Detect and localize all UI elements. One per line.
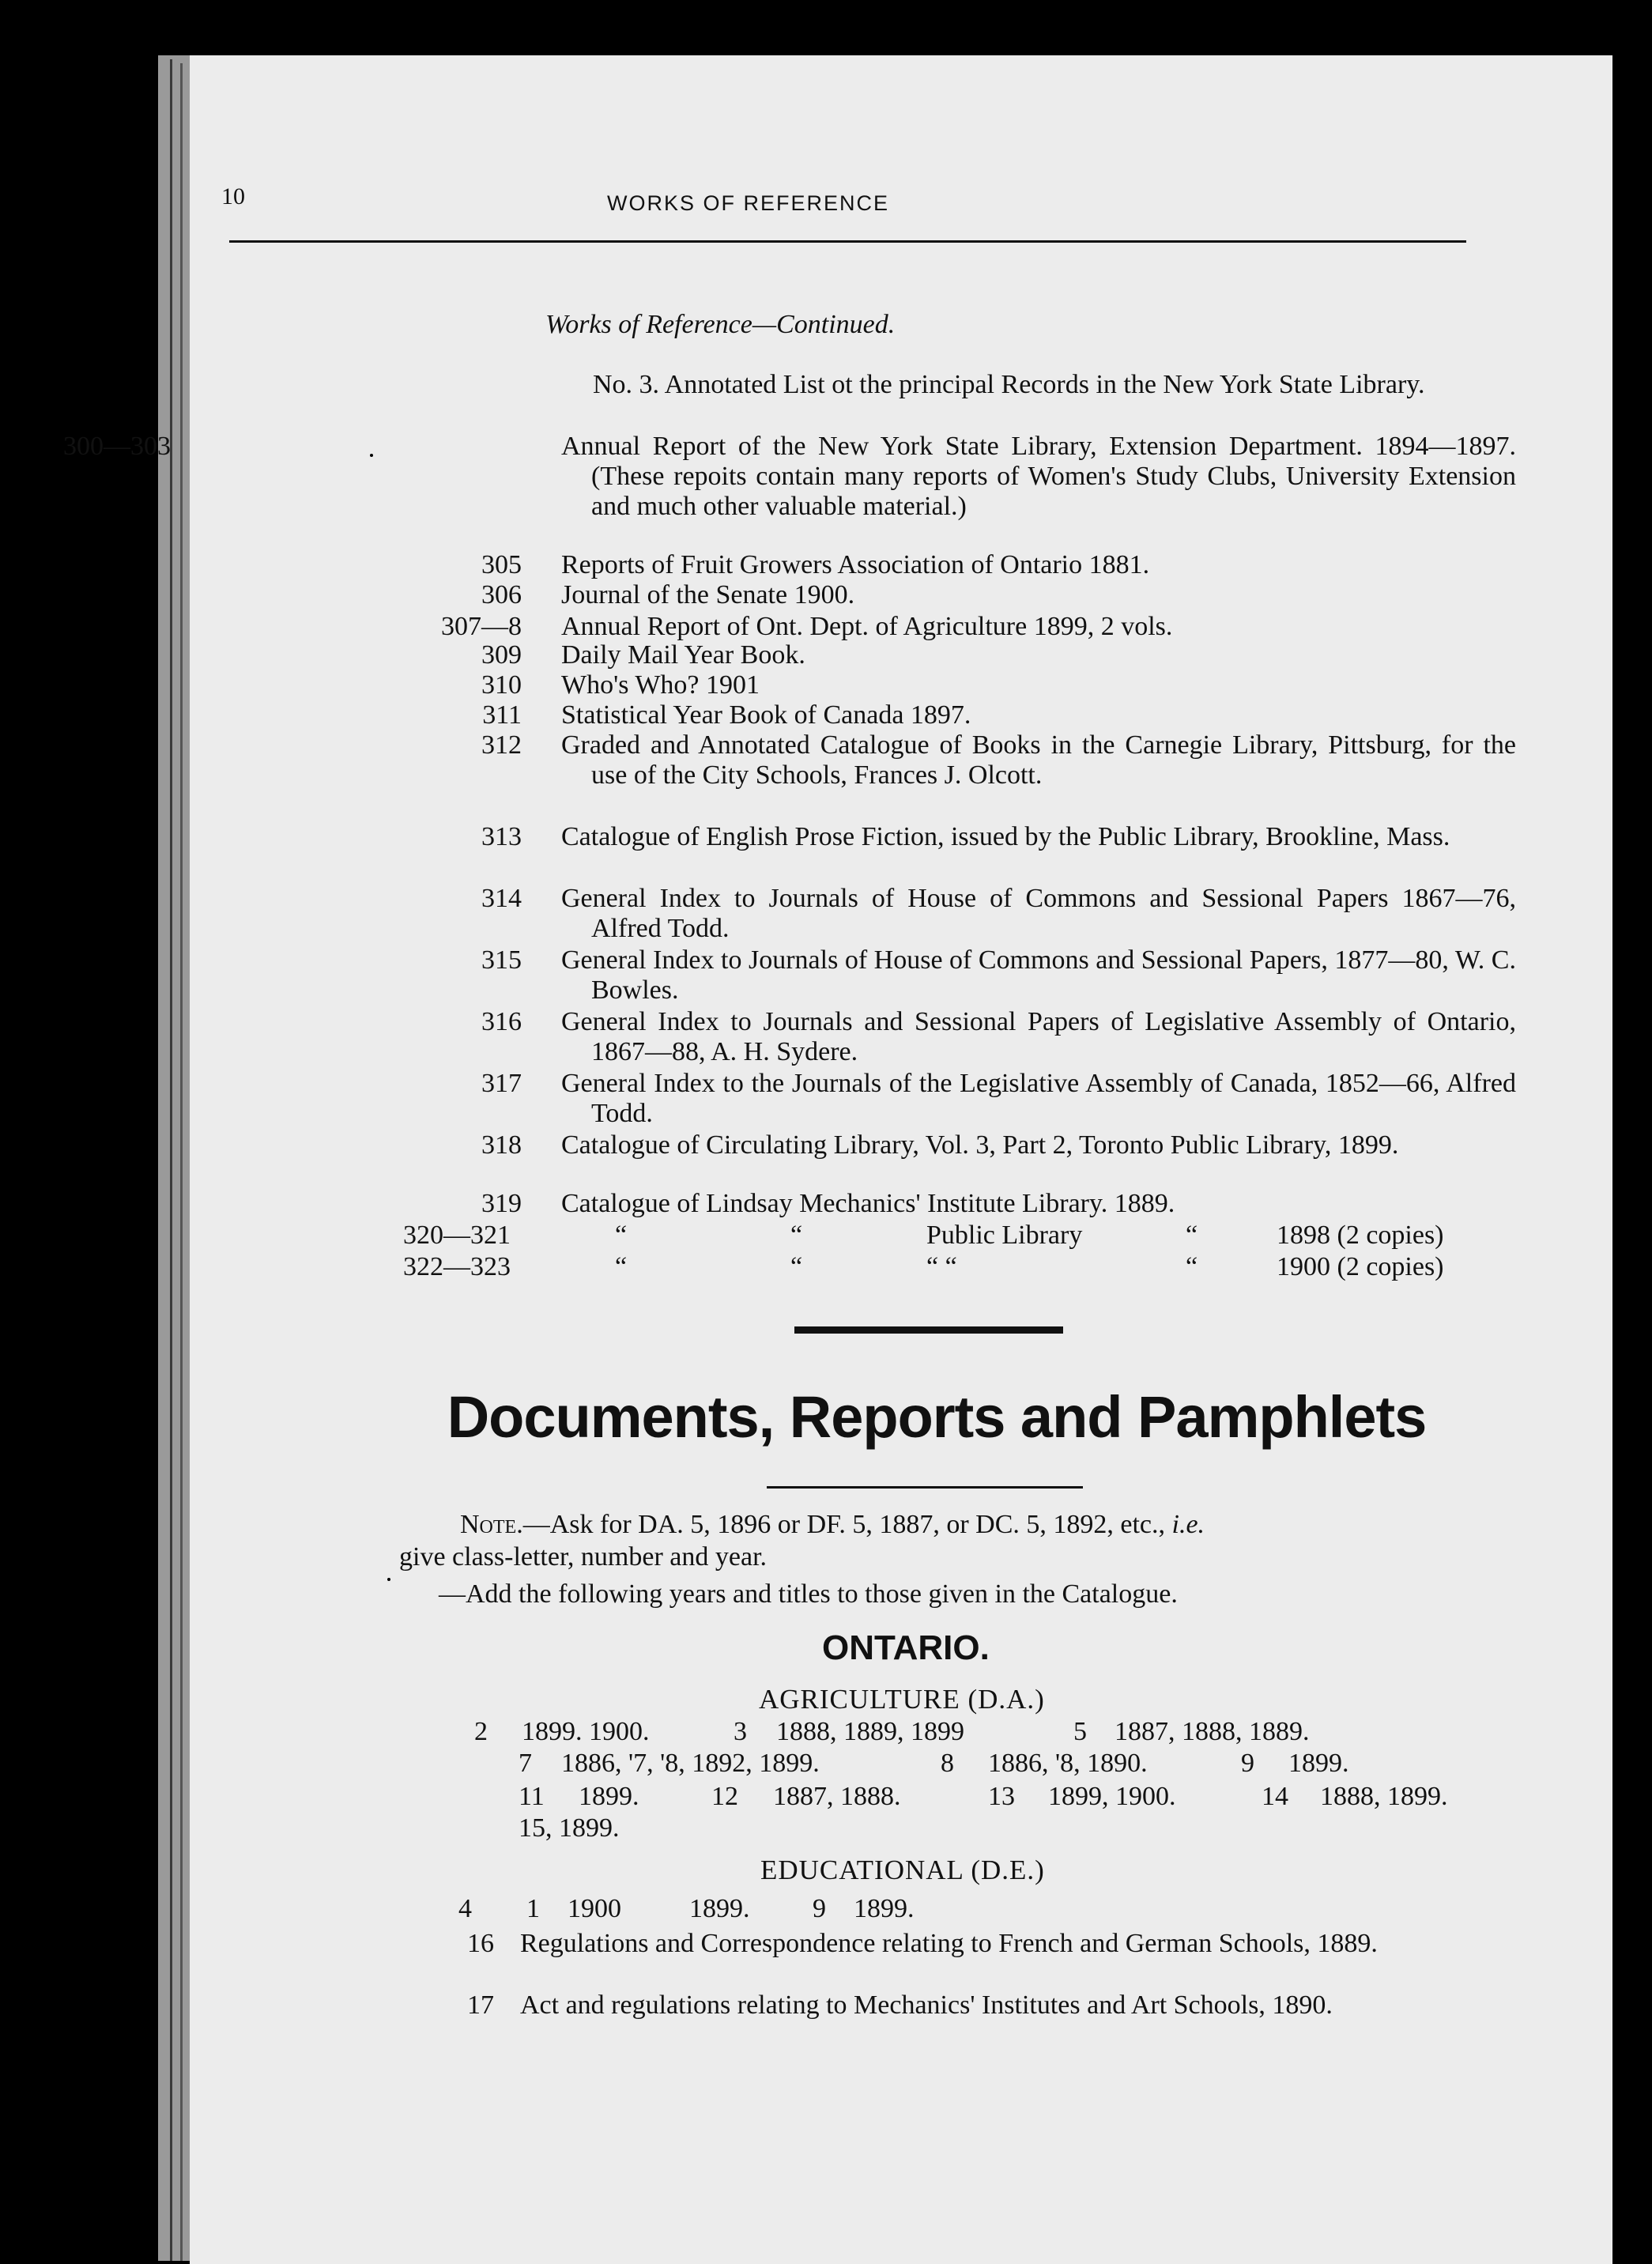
entry-text: Public Library [926,1221,1083,1250]
entry-text: General Index to the Journals of the Legislative Assembly of Canada, 1852—66, Alfred Todd. [561,1069,1516,1128]
entry-number: 307—8 [441,612,522,641]
entry-text: Journal of the Senate 1900. [561,580,855,609]
entry-text: “ “ [926,1252,957,1281]
entry-number: 300—303 [63,432,171,461]
ditto-mark: “ [615,1221,628,1250]
entry-text: Catalogue of Circulating Library, Vol. 3, Part 2, Toronto Public Library, 1899. [561,1130,1399,1160]
entry-number: 310 [481,670,522,700]
entry-number: 317 [481,1069,522,1098]
entry-number: 314 [481,884,522,913]
years: 1888, 1889, 1899 [776,1717,964,1746]
years: 1899. [1288,1749,1349,1778]
entry-text: 1898 (2 copies) [1277,1221,1444,1250]
entry-number: 319 [481,1189,522,1218]
subsection-heading: AGRICULTURE (D.A.) [759,1684,1045,1715]
divider [794,1326,1063,1334]
series-number: 11 [519,1782,545,1811]
series-number: 9 [813,1894,826,1923]
years: 1888, 1899. [1320,1782,1448,1811]
entry-text: Catalogue of Lindsay Mechanics' Institute Library. 1889. [561,1189,1175,1218]
scan-speck [387,1578,390,1581]
entry-text: No. 3. Annotated List ot the principal Records in the New York State Library. [593,370,1425,399]
series-number: 1 [526,1894,540,1923]
ditto-mark: “ [615,1252,628,1281]
entry-text: Statistical Year Book of Canada 1897. [561,700,971,730]
series-number: 8 [941,1749,954,1778]
entry-number: 320—321 [403,1221,511,1250]
years: 1899. [579,1782,639,1811]
note-line [460,1510,1472,1540]
years: 15, 1899. [519,1813,620,1843]
entry-number: 16 [467,1929,494,1958]
ditto-mark: “ [1186,1252,1198,1281]
entry-number: 318 [481,1130,522,1160]
years: 1899. [689,1894,750,1923]
years: 1886, '7, '8, 1892, 1899. [561,1749,820,1778]
entry-number: 315 [481,945,522,975]
note-text: —Ask for DA. 5, 1896 or DF. 5, 1887, or DC. 5, 1892, etc., [522,1510,1172,1539]
series-number: 3 [734,1717,747,1746]
entry-text: Who's Who? 1901 [561,670,760,700]
entry-text: Act and regulations relating to Mechanics' Institutes and Art Schools, 1890. [520,1990,1333,2020]
entry-number: 306 [481,580,522,609]
section-title: Documents, Reports and Pamphlets [447,1384,1427,1450]
years: 1900 [568,1894,621,1923]
entry-number: 313 [481,822,522,851]
entry-number: 312 [481,730,522,760]
header-rule [229,240,1466,243]
ditto-mark: “ [1186,1221,1198,1250]
entry-text: Graded and Annotated Catalogue of Books in the Carnegie Library, Pittsburg, for the use of the City Schools, Frances J. Olcott. [561,730,1516,790]
years: 1899, 1900. [1048,1782,1176,1811]
entry-number: 17 [467,1990,494,2020]
running-title: WORKS OF REFERENCE [607,191,890,215]
series-number: 14 [1262,1782,1288,1811]
scan-speck [55,1055,62,1071]
series-number: 2 [474,1717,488,1746]
entry-text: Daily Mail Year Book. [561,640,805,670]
series-number: 5 [1073,1717,1087,1746]
series-number: 13 [988,1782,1015,1811]
section-subheading: Works of Reference—Continued. [545,310,896,339]
entry-number: 305 [481,550,522,579]
series-number: 4 [458,1894,472,1923]
ditto-mark: “ [790,1221,803,1250]
divider [767,1486,1083,1489]
entry-number: 311 [482,700,522,730]
years: 1886, '8, 1890. [988,1749,1148,1778]
series-number: 7 [519,1749,532,1778]
years: 1887, 1888. [773,1782,901,1811]
entry-text: Reports of Fruit Growers Association of Ontario 1881. [561,550,1150,579]
note-line: —Add the following years and titles to those given in the Catalogue. [439,1579,1178,1609]
years: 1887, 1888, 1889. [1115,1717,1310,1746]
entry-text: General Index to Journals of House of Commons and Sessional Papers, 1877—80, W. C. Bowles. [561,945,1516,1005]
note-label: Note. [460,1510,523,1539]
entry-text: General Index to Journals and Sessional Papers of Legislative Assembly of Ontario, 1867—88, A. H. Sydere. [561,1007,1516,1066]
entry-text: 1900 (2 copies) [1277,1252,1444,1281]
entry-text: Annual Report of the New York State Library, Extension Department. 1894—1897. (These repoits contain many reports of Women's Study Clubs, University Extension and much other valuable material.) [561,432,1516,521]
entry-number: 322—323 [403,1252,511,1281]
note-line: give class-letter, number and year. [399,1542,768,1572]
entry-text: Annual Report of Ont. Dept. of Agriculture 1899, 2 vols. [561,612,1173,641]
province-heading: ONTARIO. [822,1628,990,1667]
entry-number: 309 [481,640,522,670]
series-number: 9 [1241,1749,1254,1778]
entry-text: Catalogue of English Prose Fiction, issued by the Public Library, Brookline, Mass. [561,822,1450,851]
entry-text: Regulations and Correspondence relating to French and German Schools, 1889. [520,1929,1378,1958]
entry-number: 316 [481,1007,522,1036]
years: 1899. 1900. [522,1717,650,1746]
series-number: 12 [711,1782,738,1811]
entry-text: General Index to Journals of House of Commons and Sessional Papers 1867—76, Alfred Todd. [561,884,1516,943]
ditto-mark: “ [790,1252,803,1281]
years: 1899. [854,1894,915,1923]
page-number: 10 [221,183,245,209]
subsection-heading: EDUCATIONAL (D.E.) [760,1855,1045,1885]
scan-speck [41,1042,51,1066]
note-ie: i.e. [1171,1510,1205,1539]
